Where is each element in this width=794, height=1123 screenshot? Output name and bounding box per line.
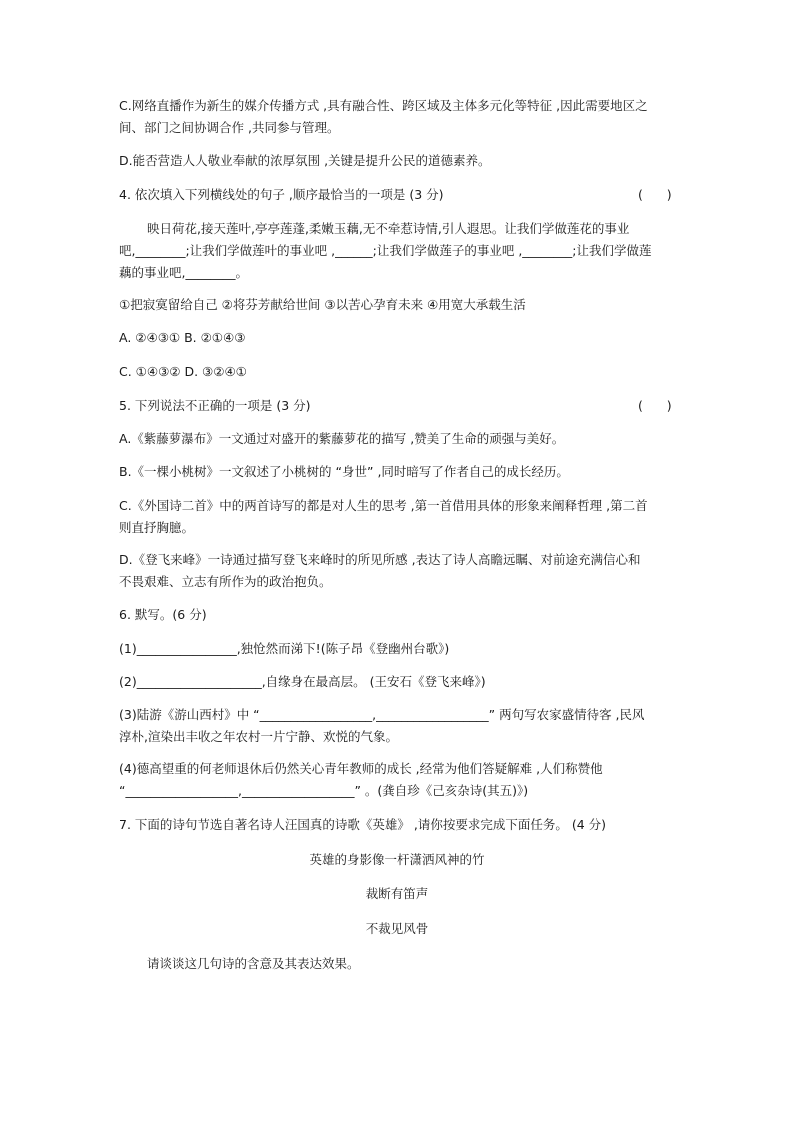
line-3: D.能否营造人人敬业奉献的浓厚氛围 ,关键是提升公民的道德素养。 [119,153,491,168]
question-5-stem: 5. 下列说法不正确的一项是 (3 分) [119,398,311,413]
dictation-4-line-2: “__________________,__________________” 。(龚自珍《己亥杂诗(其五)》) [119,783,529,798]
poem-line-2: 裁断有笛声 [365,886,429,901]
poem-line-1: 英雄的身影像一杆潇洒风神的竹 [309,852,485,867]
dictation-3-line-2: 淳朴,渲染出丰收之年农村一片宁静、欢悦的气象。 [119,729,398,744]
question-7-stem: 7. 下面的诗句节选自著名诗人汪国真的诗歌《英雄》 ,请你按要求完成下面任务。 (4 分) [119,817,607,832]
option-c-line-2: 则直抒胸臆。 [119,520,195,535]
passage-line-2: 吧,________;让我们学做莲叶的事业吧 ,______;让我们学做莲子的事业吧 ,________;让我们学做莲 [119,243,652,258]
question-7-task: 请谈谈这几句诗的含意及其表达效果。 [147,956,360,971]
passage-line-1: 映日荷花,接天莲叶,亭亭莲蓬,柔嫩玉藕,无不牵惹诗情,引人遐思。让我们学做莲花的事业 [147,221,630,236]
choices-cd: C. ①④③② D. ③②④① [119,364,247,379]
dictation-3-line-1: (3)陆游《游山西村》中 “__________________,__________________” 两句写农家盛情待客 ,民风 [119,707,645,722]
question-4-stem: 4. 依次填入下列横线处的句子 ,顺序最恰当的一项是 (3 分) [119,187,444,202]
poem-line-3: 不裁见风骨 [365,921,429,936]
option-b: B.《一棵小桃树》一文叙述了小桃树的 “身世” ,同时暗写了作者自己的成长经历。 [119,464,569,479]
line-2: 间、部门之间协调合作 ,共同参与管理。 [119,120,340,135]
answer-paren: ( ) [638,398,672,413]
sentence-options: ①把寂寞留给自己 ②将芬芳献给世间 ③以苦心孕育未来 ④用宽大承载生活 [119,297,526,312]
dictation-2: (2)____________________,自缘身在最高层。 (王安石《登飞来峰》) [119,674,486,689]
passage-line-3: 藕的事业吧,________。 [119,265,248,280]
choices-ab: A. ②④③① B. ②①④③ [119,330,246,345]
option-d-line-2: 不畏艰难、立志有所作为的政治抱负。 [119,574,332,589]
line-1: C.网络直播作为新生的媒介传播方式 ,具有融合性、跨区域及主体多元化等特征 ,因此需要地区之 [119,98,648,113]
option-c-line-1: C.《外国诗二首》中的两首诗写的都是对人生的思考 ,第一首借用具体的形象来阐释哲理 ,第二首 [119,498,648,513]
option-d-line-1: D.《登飞来峰》一诗通过描写登飞来峰时的所见所感 ,表达了诗人高瞻远瞩、对前途充满信心和 [119,552,641,567]
dictation-4-line-1: (4)德高望重的何老师退休后仍然关心青年教师的成长 ,经常为他们答疑解难 ,人们称赞他 [119,761,603,776]
option-a: A.《紫藤萝瀑布》一文通过对盛开的紫藤萝花的描写 ,赞美了生命的顽强与美好。 [119,431,565,446]
question-6-stem: 6. 默写。(6 分) [119,607,207,622]
answer-paren: ( ) [638,187,672,202]
dictation-1: (1)________________,独怆然而涕下!(陈子昂《登幽州台歌》) [119,641,450,656]
